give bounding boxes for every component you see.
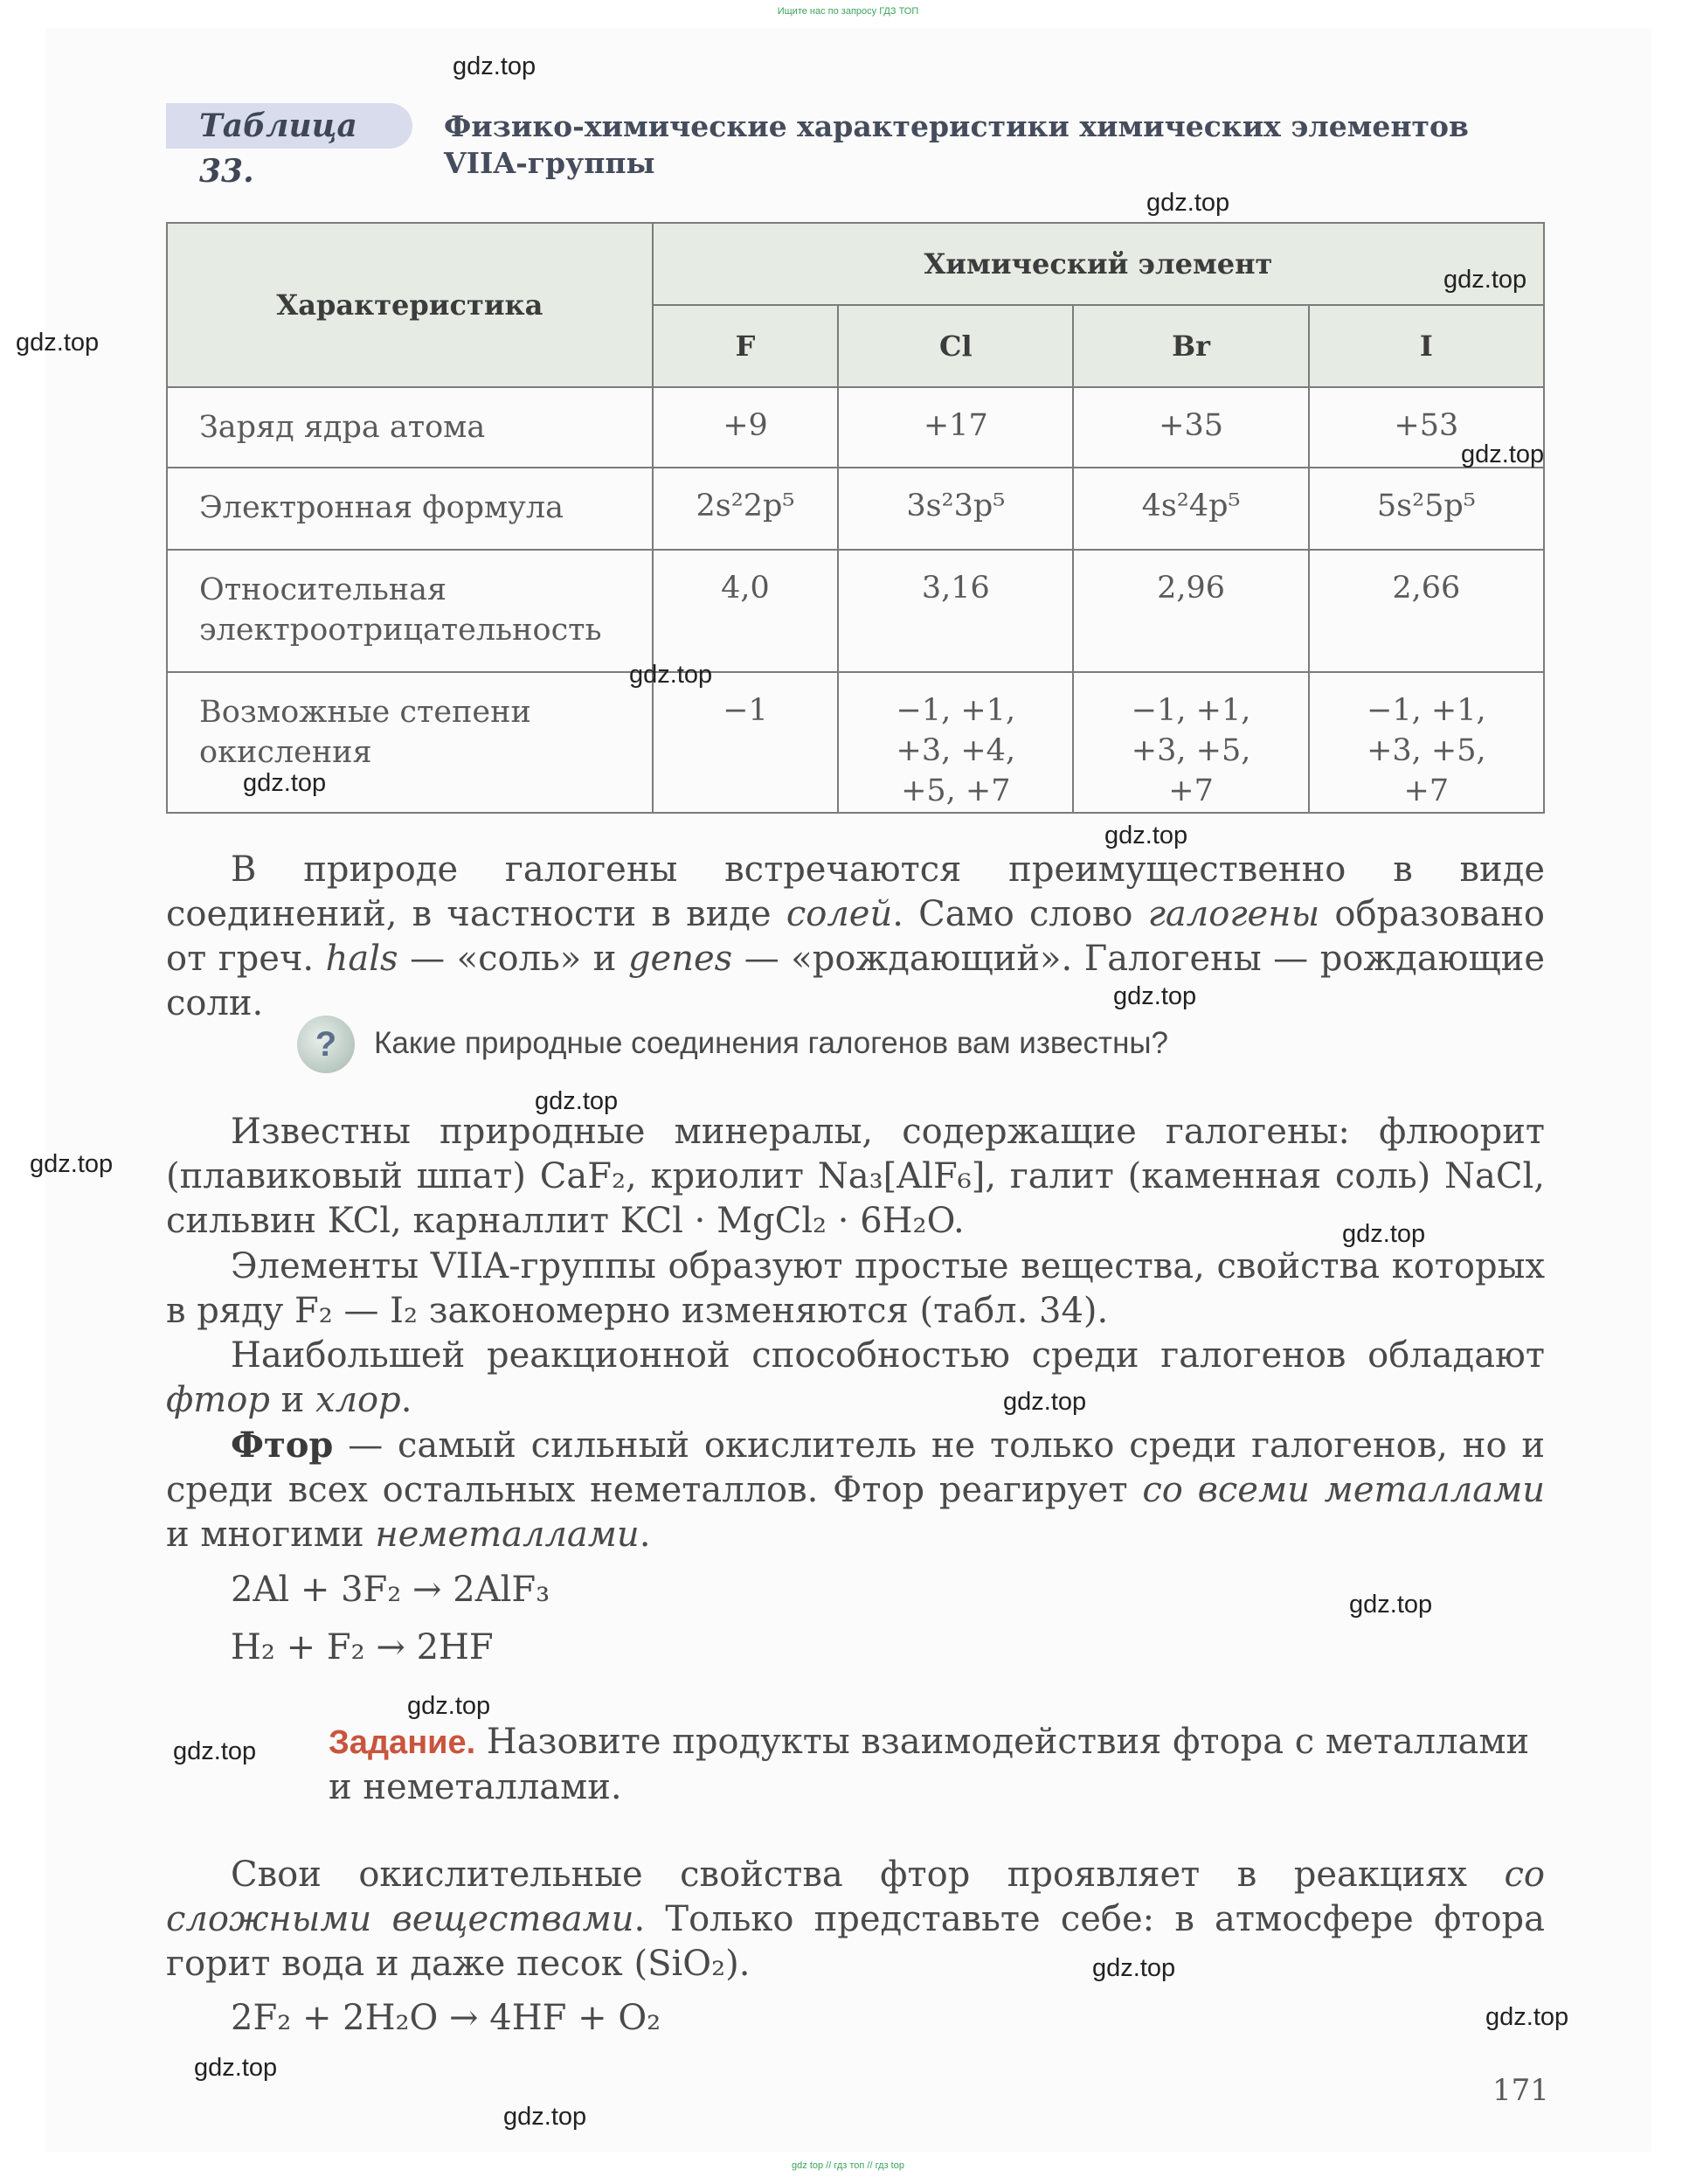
text-run: со всеми металлами: [1142, 1470, 1545, 1510]
text-run: со сложными веществами: [166, 1855, 1545, 1939]
cell-value: 2,66: [1309, 550, 1544, 672]
text-run: и: [269, 1380, 316, 1420]
text-run: .: [400, 1380, 412, 1420]
text-run: — самый сильный окислитель не только среди галогенов, но и среди всех остальных неметаллов. Фтор реагирует: [166, 1425, 1545, 1510]
watermark: gdz.top: [243, 769, 327, 797]
text-run: Фтор: [231, 1425, 334, 1466]
cell-value: −1, +1, +3, +4, +5, +7: [838, 672, 1073, 813]
watermark: gdz.top: [453, 52, 536, 80]
row-name: Заряд ядра атома: [167, 387, 653, 468]
page-number: 171: [1492, 2073, 1549, 2108]
paragraph-oxidizing: [166, 1853, 1545, 1986]
task-label: Задание.: [329, 1724, 476, 1761]
cell-value: 4s²4p⁵: [1073, 468, 1308, 550]
text-run: — «рождающий». Галогены — рождающие соли.: [166, 939, 1546, 1023]
row-name: Возможные степени окисления: [167, 672, 653, 813]
text-run: солей: [786, 894, 893, 934]
watermark: gdz.top: [503, 2103, 587, 2131]
watermark: gdz.top: [1349, 1591, 1433, 1619]
equation: H₂ + F₂ → 2HF: [231, 1627, 494, 1667]
cell-value: +35: [1073, 387, 1308, 468]
cell-value: −1, +1, +3, +5, +7: [1073, 672, 1308, 813]
text-run: фтор: [166, 1380, 270, 1420]
text-run: и многими: [166, 1515, 376, 1555]
cell-value: −1: [653, 672, 838, 813]
watermark: gdz.top: [1485, 2003, 1569, 2031]
cell-value: +9: [653, 387, 838, 468]
equation: 2F₂ + 2H₂O → 4HF + O₂: [231, 1998, 661, 2038]
task-block: [329, 1720, 1545, 1810]
paragraph-fluorine: [166, 1423, 1545, 1557]
cell-value: 2,96: [1073, 550, 1308, 672]
watermark: gdz.top: [1461, 440, 1545, 468]
text-run: неметаллами: [375, 1515, 640, 1555]
footer-note: gdz top // гдз топ // гдз top: [792, 2160, 904, 2171]
task-text: Назовите продукты взаимодействия фтора с металлами и неметаллами.: [329, 1722, 1530, 1807]
table-row: [167, 672, 1544, 813]
watermark: gdz.top: [1092, 1954, 1176, 1982]
table-row: [167, 550, 1544, 672]
watermark: gdz.top: [1443, 266, 1527, 294]
text-run: хлор: [315, 1380, 401, 1420]
text-run: . Само слово: [892, 894, 1148, 934]
paragraph-reactivity: [166, 1334, 1545, 1423]
row-name: Относительная электроотрицательность: [167, 550, 653, 672]
text-run: . Только представьте себе: в атмосфере фтора горит вода и даже песок (SiO₂).: [166, 1899, 1545, 1984]
cell-value: 5s²5p⁵: [1309, 468, 1544, 550]
watermark: gdz.top: [194, 2054, 278, 2082]
col-element: Br: [1073, 305, 1308, 387]
question-icon: ?: [297, 1016, 355, 1073]
halogen-table: [166, 222, 1545, 814]
watermark: gdz.top: [535, 1087, 619, 1115]
table-title: Физико-химические характеристики химических элементов VIIA-группы: [444, 109, 1469, 180]
table-row: [167, 468, 1544, 550]
row-name: Электронная формула: [167, 468, 653, 550]
watermark: gdz.top: [407, 1692, 491, 1720]
paragraph-minerals: Известны природные минералы, содержащие галогены: флюорит (плавиковый шпат) CaF₂, криолит Na₃[AlF₆], галит (каменная соль) NaCl, сильвин KCl, карналлит KCl · MgCl₂ · 6H₂O.: [166, 1112, 1545, 1241]
text-run: hals: [325, 939, 398, 979]
table-row: [167, 387, 1544, 468]
cell-value: 2s²2p⁵: [653, 468, 838, 550]
table-header-row: [167, 223, 1544, 305]
text-run: галогены: [1147, 894, 1320, 934]
header-note: Ищите нас по запросу ГДЗ ТОП: [777, 6, 919, 17]
watermark: gdz.top: [1146, 189, 1230, 217]
text-run: Свои окислительные свойства фтор проявляет в реакциях: [231, 1855, 1505, 1895]
text-run: образовано от греч.: [166, 894, 1545, 979]
text-run: Наибольшей реакционной способностью среди галогенов обладают: [231, 1335, 1545, 1376]
question-text: Какие природные соединения галогенов вам известны?: [374, 1026, 1169, 1060]
cell-value: +17: [838, 387, 1073, 468]
cell-value: 3s²3p⁵: [838, 468, 1073, 550]
watermark: gdz.top: [1342, 1220, 1426, 1248]
col-characteristic: Характеристика: [167, 223, 653, 387]
cell-value: 4,0: [653, 550, 838, 672]
col-element: Cl: [838, 305, 1073, 387]
col-element: F: [653, 305, 838, 387]
col-element: I: [1309, 305, 1544, 387]
equation: 2Al + 3F₂ → 2AlF₃: [231, 1570, 550, 1610]
watermark: gdz.top: [16, 329, 100, 357]
watermark: gdz.top: [1104, 822, 1188, 849]
text-run: .: [639, 1515, 651, 1555]
watermark: gdz.top: [1003, 1388, 1087, 1416]
text-run: genes: [627, 939, 733, 979]
paragraph-group: Элементы VIIA-группы образуют простые вещества, свойства которых в ряду F₂ — I₂ закономерно изменяются (табл. 34).: [166, 1246, 1545, 1331]
watermark: gdz.top: [1113, 982, 1197, 1010]
watermark: gdz.top: [30, 1150, 114, 1178]
table-label: Таблица 33.: [166, 103, 412, 149]
col-element-group: Химический элемент: [653, 223, 1544, 305]
watermark: gdz.top: [173, 1737, 257, 1765]
cell-value: 3,16: [838, 550, 1073, 672]
watermark: gdz.top: [629, 661, 713, 689]
cell-value: +53: [1309, 387, 1544, 468]
paragraph-origin: [166, 848, 1545, 1026]
text-run: — «соль» и: [398, 939, 628, 979]
text-run: В природе галогены встречаются преимущественно в виде соединений, в частности в виде: [166, 849, 1545, 934]
cell-value: −1, +1, +3, +5, +7: [1309, 672, 1544, 813]
